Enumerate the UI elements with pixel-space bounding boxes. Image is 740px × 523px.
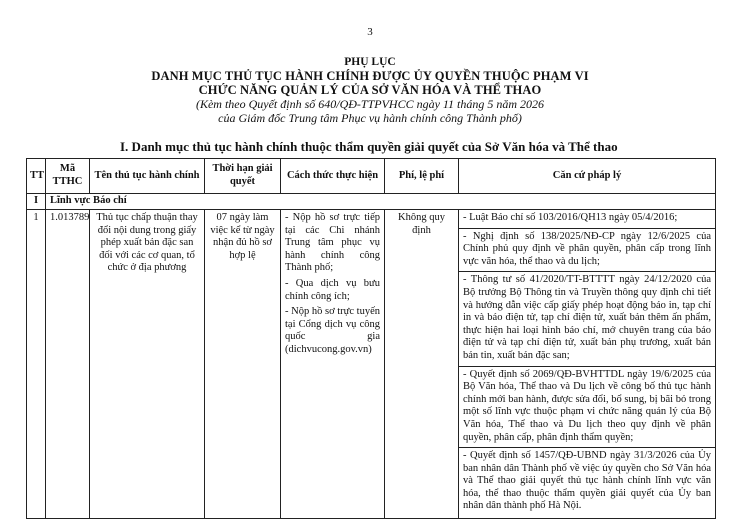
- table-row: [27, 210, 716, 519]
- group-row: [27, 194, 716, 210]
- legal-item: - Luật Báo chí số 103/2016/QH13 ngày 05/4/2016;: [463, 212, 678, 223]
- list-title-line1: DANH MỤC THỦ TỤC HÀNH CHÍNH ĐƯỢC ỦY QUYỀN THUỘC PHẠM VI: [151, 69, 589, 83]
- row-duration: 07 ngày làm việc kể từ ngày nhận đủ hồ sơ hợp lệ: [205, 210, 281, 519]
- method-item: - Nộp hồ sơ trực tiếp tại các Chi nhánh Trung tâm phục vụ hành chính công Thành phố;: [285, 212, 380, 274]
- decision-reference: (Kèm theo Quyết định số 640/QĐ-TTPVHCC ngày 11 tháng 5 năm 2026: [195, 97, 545, 111]
- procedure-table: [26, 158, 716, 519]
- header-fee: Phí, lệ phí: [385, 159, 459, 194]
- document-header: [0, 55, 740, 125]
- group-label: Lĩnh vực Báo chí: [46, 194, 716, 210]
- row-methods: [281, 210, 385, 519]
- method-item: - Nộp hồ sơ trực tuyến tại Cổng dịch vụ công quốc gia (dichvucong.gov.vn): [285, 306, 380, 355]
- row-code: 1.013789: [46, 210, 90, 519]
- header-name: Tên thủ tục hành chính: [90, 159, 205, 194]
- header-method: Cách thức thực hiện: [281, 159, 385, 194]
- header-legal-basis: Căn cứ pháp lý: [459, 159, 716, 194]
- table-header-row: [27, 159, 716, 194]
- row-fee: Không quy định: [385, 210, 459, 519]
- list-title-line2: CHỨC NĂNG QUẢN LÝ CỦA SỞ VĂN HÓA VÀ THỂ THAO: [198, 83, 542, 97]
- header-duration: Thời hạn giải quyết: [205, 159, 281, 194]
- legal-item: - Quyết định số 1457/QĐ-UBND ngày 31/3/2026 của Ủy ban nhân dân Thành phố về việc ủy quyền cho Sở Văn hóa và Thể thao giải quyết thủ tục hành chính lĩnh vực văn hóa, thể thao thuộc thẩm quyền giải quyết của Ủy ban nhân dân thành phố Hà Nội.: [459, 447, 715, 513]
- row-name: Thủ tục chấp thuận thay đổi nội dung trong giấy phép xuất bản đặc san đối với các cơ quan, tổ chức ở địa phương: [90, 210, 205, 519]
- group-tt: I: [27, 194, 46, 210]
- appendix-label: PHỤ LỤC: [344, 56, 396, 68]
- section-title: I. Danh mục thủ tục hành chính thuộc thẩm quyền giải quyết của Sở Văn hóa và Thể thao: [120, 139, 618, 154]
- method-item: - Qua dịch vụ bưu chính công ích;: [285, 277, 380, 302]
- page-number: 3: [367, 26, 373, 38]
- decision-issuer: của Giám đốc Trung tâm Phục vụ hành chính công Thành phố): [218, 111, 522, 125]
- legal-item: - Nghị định số 138/2025/NĐ-CP ngày 12/6/2025 của Chính phủ quy định về phân quyền, phân cấp trong lĩnh vực văn hóa, thể thao và du lịch;: [459, 228, 715, 269]
- header-code: Mã TTHC: [46, 159, 90, 194]
- row-tt: 1: [27, 210, 46, 519]
- header-tt: TT: [27, 159, 46, 194]
- legal-item: - Thông tư số 41/2020/TT-BTTTT ngày 24/12/2020 của Bộ trưởng Bộ Thông tin và Truyền thông quy định chi tiết và hướng dẫn việc cấp giấy phép hoạt động báo in, tạp chí in và báo điện tử, tạp chí điện tử, xuất bản thêm ấn phẩm, thực hiện hai loại hình báo chí, mở chuyên trang của báo điện tử và tạp chí điện tử, xuất bản phụ trương, xuất bản bản tin, xuất bản đặc san;: [459, 271, 715, 362]
- row-legal-basis: [459, 210, 716, 519]
- legal-item: - Quyết định số 2069/QĐ-BVHTTDL ngày 19/6/2025 của Bộ Văn hóa, Thể thao và Du lịch về công bố thủ tục hành chính mới ban hành, được sửa đổi, bổ sung, bị bãi bỏ trong một số lĩnh vực thuộc phạm vi chức năng quản lý của Bộ Văn hóa, Thể thao và Du lịch theo quy định về phân quyền, phân cấp, phân định thẩm quyền;: [459, 366, 715, 445]
